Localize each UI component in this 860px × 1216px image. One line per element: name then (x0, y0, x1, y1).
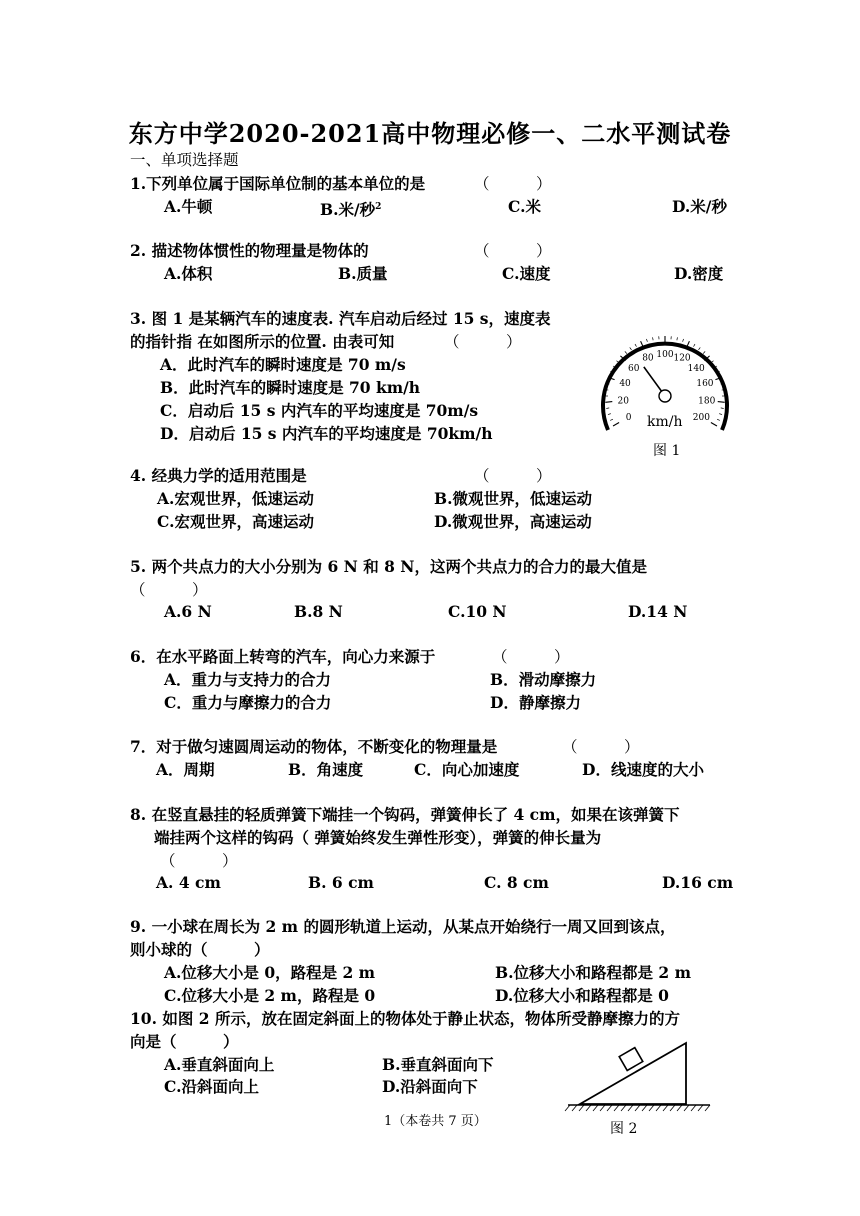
ground-hatch (586, 1105, 591, 1111)
q4-stem: 4. 经典力学的适用范围是 (130, 466, 307, 485)
q7-option-a: A．周期 (156, 760, 215, 779)
ground-hatch (607, 1105, 612, 1111)
q1-option-a: A.牛顿 (164, 197, 213, 216)
q7-option-d: D．线速度的大小 (582, 760, 704, 779)
q8-stem-line1: 8. 在竖直悬挂的轻质弹簧下端挂一个钩码，弹簧伸长了 4 cm，如果在该弹簧下 (130, 805, 680, 824)
q7-answer-paren: （ ） (562, 738, 640, 756)
q5-answer-paren: （ ） (130, 581, 208, 599)
q6-option-d: D．静摩擦力 (490, 693, 581, 712)
q10-option-c: C.沿斜面向上 (164, 1077, 259, 1096)
q9-option-d: D.位移大小和路程都是 0 (495, 986, 669, 1005)
q4-option-d: D.微观世界，高速运动 (434, 512, 592, 531)
q7-option-c: C．向心加速度 (414, 760, 520, 779)
q5-option-d: D.14 N (628, 602, 688, 621)
q5-option-b: B.8 N (294, 602, 343, 621)
speedometer-tick-label: 80 (642, 353, 654, 364)
q9-option-a: A.位移大小是 0，路程是 2 m (164, 963, 376, 982)
q7-option-b: B．角速度 (288, 760, 364, 779)
q1-answer-paren: （ ） (474, 175, 552, 193)
q8-answer-paren: （ ） (160, 852, 238, 870)
q2-option-c: C.速度 (502, 264, 551, 283)
speedometer-tick (721, 408, 724, 409)
speedometer-tick-label: 160 (696, 379, 714, 390)
q5-option-c: C.10 N (448, 602, 507, 621)
q9-option-c: C.位移大小是 2 m，路程是 0 (164, 986, 376, 1005)
figure-2-caption: 图 2 (610, 1121, 638, 1137)
q1-option-b: B.米/秒$^2$ (320, 200, 382, 220)
speedometer-tick (610, 419, 613, 420)
ground-hatch (565, 1105, 570, 1111)
ground-hatch (614, 1105, 619, 1111)
q6-stem: 6．在水平路面上转弯的汽车，向心力来源于 (130, 647, 436, 666)
q8-option-c: C. 8 cm (484, 873, 549, 892)
speedometer-tick (683, 339, 684, 342)
q8-option-b: B. 6 cm (308, 873, 374, 892)
speedometer-tick-label: 180 (698, 396, 716, 407)
q6-option-c: C．重力与摩擦力的合力 (164, 693, 332, 712)
q6-option-a: A．重力与支持力的合力 (164, 670, 332, 689)
q10-option-b: B.垂直斜面向下 (382, 1055, 494, 1074)
q3-option-d: D．启动后 15 s 内汽车的平均速度是 70km/h (160, 424, 493, 443)
q1-option-b-superscript: 2 (375, 202, 382, 212)
ground-hatch (642, 1105, 647, 1111)
speedometer-tick-label: 200 (692, 413, 710, 423)
q2-option-a: A.体积 (164, 264, 213, 283)
ground-hatch (670, 1105, 675, 1111)
ground-hatch (684, 1105, 689, 1111)
speedometer-tick (625, 351, 627, 353)
q10-option-d: D.沿斜面向下 (382, 1077, 478, 1096)
speedometer-tick-labels (618, 350, 716, 423)
q2-option-d: D.密度 (674, 264, 724, 283)
q2-answer-paren: （ ） (474, 242, 552, 260)
q8-option-a: A. 4 cm (156, 873, 221, 892)
q7-stem: 7．对于做匀速圆周运动的物体，不断变化的物理量是 (130, 737, 498, 756)
speedometer-unit: km/h (647, 414, 683, 430)
page-footer: 1（本卷共 7 页） (384, 1114, 487, 1129)
speedometer-tick-label: 140 (687, 363, 705, 374)
speedometer-hub (659, 390, 671, 402)
ground-hatch (677, 1105, 682, 1111)
ground-hatch (621, 1105, 626, 1111)
q3-option-b: B．此时汽车的瞬时速度是 70 km/h (160, 378, 421, 397)
q2-option-b: B.质量 (338, 264, 388, 283)
q4-option-c: C.宏观世界，高速运动 (157, 512, 314, 531)
speedometer-figure (590, 322, 738, 442)
speedometer-tick-label: 40 (619, 379, 631, 390)
q3-option-c: C．启动后 15 s 内汽车的平均速度是 70m/s (160, 401, 479, 420)
speedometer-tick (606, 408, 609, 409)
figure-1-caption: 图 1 (653, 443, 681, 459)
speedometer-tick-label: 120 (673, 353, 691, 364)
speedometer-tick (646, 339, 647, 342)
q3-stem-line2: 的指针指 在如图所示的位置. 由表可知 (130, 332, 395, 351)
speedometer-tick (711, 423, 717, 427)
speedometer-tick (605, 402, 612, 403)
exam-title: 东方中学2020-2021高中物理必修一、二水平测试卷 (128, 119, 732, 148)
speedometer-tick (608, 414, 611, 415)
speedometer-tick (699, 347, 701, 349)
ground-hatch (635, 1105, 640, 1111)
q5-option-a: A.6 N (164, 602, 212, 621)
ground-hatch (593, 1105, 598, 1111)
q10-stem-line1: 10. 如图 2 所示，放在固定斜面上的物体处于静止状态，物体所受静摩擦力的方 (130, 1009, 680, 1028)
q4-answer-paren: （ ） (474, 467, 552, 485)
speedometer-tick (694, 344, 696, 347)
block-on-incline (619, 1048, 643, 1071)
ground-hatch (691, 1105, 696, 1111)
ground-hatch (628, 1105, 633, 1111)
speedometer-tick (613, 423, 619, 427)
speedometer-tick-label: 100 (656, 350, 674, 360)
speedometer-tick (635, 344, 637, 347)
q6-answer-paren: （ ） (492, 648, 570, 666)
q10-stem-line2: 向是（ ） (130, 1032, 239, 1051)
ground-hatch (649, 1105, 654, 1111)
q9-stem-line2: 则小球的（ ） (130, 940, 270, 959)
q1-stem: 1.下列单位属于国际单位制的基本单位的是 (130, 174, 426, 193)
speedometer-tick (718, 402, 725, 403)
speedometer-tick (717, 419, 720, 420)
ground-hatch (579, 1105, 584, 1111)
q4-option-b: B.微观世界，低速运动 (434, 489, 592, 508)
q9-option-b: B.位移大小和路程都是 2 m (495, 963, 691, 982)
speedometer-tick-label: 60 (628, 363, 640, 374)
speedometer-tick-label: 0 (625, 413, 632, 423)
section-heading: 一、单项选择题 (130, 151, 239, 169)
q3-answer-paren: （ ） (444, 333, 522, 351)
speedometer-tick (653, 337, 654, 340)
incline-figure (560, 1038, 720, 1116)
ground-hatching (565, 1105, 710, 1111)
q1-option-c: C.米 (508, 197, 541, 216)
speedometer-tick (677, 337, 678, 340)
q6-option-b: B．滑动摩擦力 (490, 670, 597, 689)
q1-option-d: D.米/秒 (672, 197, 727, 216)
q8-stem-line2: 端挂两个这样的钩码（ 弹簧始终发生弹性形变），弹簧的伸长量为 (154, 828, 602, 847)
speedometer-tick (630, 347, 632, 349)
q3-stem-line1: 3. 图 1 是某辆汽车的速度表. 汽车启动后经过 15 s，速度表 (130, 309, 551, 328)
q2-stem: 2. 描述物体惯性的物理量是物体的 (130, 241, 369, 260)
ground-hatch (656, 1105, 661, 1111)
speedometer-tick (719, 414, 722, 415)
q5-stem-line1: 5. 两个共点力的大小分别为 6 N 和 8 N，这两个共点力的合力的最大值是 (130, 557, 647, 576)
speedometer-tick (703, 351, 705, 353)
ground-hatch (572, 1105, 577, 1111)
q9-stem-line1: 9. 一小球在周长为 2 m 的圆形轨道上运动，从某点开始绕行一周又回到该点， (130, 917, 676, 936)
speedometer-tick-label: 20 (617, 396, 629, 407)
q10-option-a: A.垂直斜面向上 (164, 1055, 275, 1074)
ground-hatch (705, 1105, 710, 1111)
ground-hatch (663, 1105, 668, 1111)
q8-option-d: D.16 cm (662, 873, 734, 892)
q3-option-a: A．此时汽车的瞬时速度是 70 m/s (160, 355, 406, 374)
ground-hatch (600, 1105, 605, 1111)
ground-hatch (698, 1105, 703, 1111)
q4-option-a: A.宏观世界，低速运动 (157, 489, 314, 508)
